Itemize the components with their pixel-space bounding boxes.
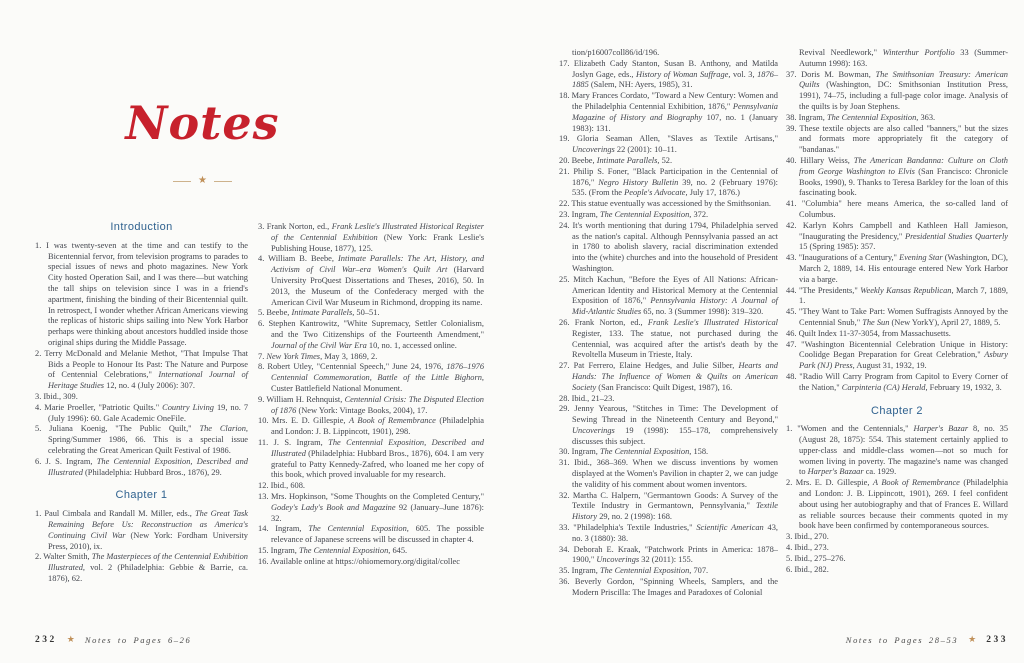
note-entry: 26. Frank Norton, ed., Frank Leslie's Illustrated Historical Register, 133. The statue, not purchased during the Centennial, was acquired after the artist's death by the Revoltella Museum in Trieste, Italy. <box>559 317 778 360</box>
left-page-column-2 <box>258 222 484 568</box>
note-entry: 4. Marie Proeller, "Patriotic Quilts." Country Living 19, no. 7 (July 1996): 60. Gale Academic OneFile. <box>35 402 249 423</box>
note-entry: 9. William H. Rehnquist, Centennial Crisis: The Disputed Election of 1876 (New York: Vintage Books, 2004), 17. <box>258 394 484 415</box>
running-footer-label: Notes to Pages 28–53 <box>845 634 959 645</box>
right-page-column-2 <box>786 48 1008 575</box>
note-entry: 5. Beebe, Intimate Parallels, 50–51. <box>258 308 380 318</box>
note-entry: 12. Ibid., 608. <box>258 481 305 491</box>
note-entry: 48. "Radio Will Carry Program from Capitol to Every Corner of the Nation," Carpinteria (CA) Herald, February 19, 1932, 3. <box>786 371 1008 392</box>
star-divider <box>95 176 310 186</box>
note-entry: 3. Ibid., 270. <box>786 532 829 542</box>
note-entry: 47. "Washington Bicentennial Celebration Unique in History: Coolidge Began Preparation for Great Celebration," Asbury Park (NJ) Press, August 31, 1932, 19. <box>786 339 1008 371</box>
note-entry: 41. "Columbia" here means America, the so-called land of Columbus. <box>786 199 1008 219</box>
note-entry: 40. Hillary Weiss, The American Bandanna: Culture on Cloth from George Washington to Elvis (San Francisco: Chronicle Books, 1990), 9. Thanks to Teresa Barkley for the loan of this fascinating book. <box>786 155 1009 198</box>
note-entry: 31. Ibid., 368–369. When we discuss inventions by women displayed at the Women's Pavilion in chapter 2, we can judge the validity of his comment about women inventors. <box>559 458 778 489</box>
note-entry: 22. This statue eventually was accessioned by the Smithsonian. <box>559 199 771 209</box>
note-entry: 42. Karlyn Kohrs Campbell and Kathleen Hall Jamieson, "Inaugurating the Presidency," Presidential Studies Quarterly 15 (Spring 1985): 357. <box>786 220 1008 252</box>
page-number: 232 <box>35 634 57 645</box>
note-entry: 1. Paul Cimbala and Randall M. Miller, eds., The Great Task Remaining Before Us: Reconstruction as America's Continuing Civil War (New York: Fordham University Press, 2010), ix. <box>35 509 249 551</box>
note-entry: 2. Walter Smith, The Masterpieces of the Centennial Exhibition Illustrated, vol. 2 (Philadelphia: Gebbie & Barrie, ca. 1876), 62. <box>35 552 248 583</box>
note-entry: 24. It's worth mentioning that during 1794, Philadelphia served as the nation's capital. Although Pennsylvania passed an act in 1780 to abolish slavery, racial discrimination extended into the (white) churches and into the household of President Washington. <box>559 220 778 273</box>
note-entry: 20. Beebe, Intimate Parallels, 52. <box>559 155 673 165</box>
note-entry: 17. Elizabeth Cady Stanton, Susan B. Anthony, and Matilda Joslyn Gage, eds., History of Woman Suffrage, vol. 3, 1876–1885 (Salem, NH: Ayers, 1985), 31. <box>559 58 778 90</box>
note-entry: 2. Mrs. E. D. Gillespie, A Book of Remembrance (Philadelphia and London: J. B. Lippincott, 1901), 269. I feel confident about using her autobiography and that of Frances E. Willard as reliable sources because their comments quoted in my book have been confirmed by contemporaneous sources. <box>786 478 1009 531</box>
note-entry: 2. Terry McDonald and Melanie Methot, "That Impulse That Bids a People to Honour Its Past: The Nature and Purpose of Centennial Celebrations," International Journal of Heritage Studies 12, no. 4 (July 2006): 307. <box>35 348 248 391</box>
note-entry: 32. Martha C. Halpern, "Germantown Goods: A Survey of the Textile Industry in Germantown, Pennsylvania," Textile History 29, no. 2 (1998): 168. <box>559 490 778 522</box>
note-entry: 27. Pat Ferrero, Elaine Hedges, and Julie Silber, Hearts and Hands: The Influence of Women & Quilts on American Society (San Francisco: Quilt Digest, 1987), 16. <box>559 361 778 392</box>
note-entry: 14. Ingram, The Centennial Exposition, 605. The possible relevance of Japanese screens will be discussed in chapter 4. <box>258 524 484 545</box>
divider-line-right <box>214 181 232 182</box>
page-number: 233 <box>986 634 1008 645</box>
note-entry: 23. Ingram, The Centennial Exposition, 372. <box>559 209 709 219</box>
note-entry: 3. Ibid., 309. <box>35 391 78 401</box>
note-entry: 37. Doris M. Bowman, The Smithsonian Treasury: American Quilts (Washington, DC: Smithsonian Institution Press, 1991), 74–75, including a full-page color image. Analysis of the quilts is by Joan Stephens. <box>786 69 1008 111</box>
star-icon: ★ <box>198 175 207 186</box>
section-heading: Introduction <box>110 221 173 233</box>
left-page-column-1 <box>35 222 248 585</box>
note-continuation: tion/p16007coll86/id/196. <box>572 48 660 57</box>
section-heading: Chapter 2 <box>871 404 923 417</box>
note-entry: 5. Juliana Koenig, "The Public Quilt," The Clarion, Spring/Summer 1986, 66. This is a special issue celebrating the Great American Quilt Festival of 1986. <box>35 424 249 455</box>
note-entry: 13. Mrs. Hopkinson, "Some Thoughts on the Completed Century," Godey's Lady's Book and Magazine 92 (January–June 1876): 32. <box>258 491 484 523</box>
note-entry: 15. Ingram, The Centennial Exposition, 645. <box>258 545 408 555</box>
note-entry: 1. I was twenty-seven at the time and can testify to the Bicentennial fervor, from television programs to parades to special issues of news and photo magazines. New York City hosted Operation Sail, and I was there—but watching the tall ships on television since I was in a friend's apartment, finishing the binding of their Bicentennial quilt. In retrospect, I wonder whether African Americans viewing the replicas of historic ships sailing into New York Harbor perhaps were thinking about ancestors huddled inside those original ships during the Middle Passage. <box>35 240 248 347</box>
note-entry: 30. Ingram, The Centennial Exposition, 158. <box>559 447 709 457</box>
note-entry: 39. These textile objects are also called "banners," but the sizes and formats more appropriately fit the category of "bandanas." <box>786 123 1008 155</box>
note-entry: 5. Ibid., 275–276. <box>786 553 846 563</box>
note-entry: 4. William B. Beebe, Intimate Parallels: The Art, History, and Activism of Civil War–era Women's Quilt Art (Harvard University ProQuest Dissertations and Theses, 2016), 50. In 2013, the Museum of the Confederacy merged with the American Civil War Museum in Richmond, dropping its name. <box>258 254 485 307</box>
note-entry: 11. J. S. Ingram, The Centennial Exposition, Described and Illustrated (Philadelphia: Hubbard Bros., 1876), 604. I am very grateful to Patty Kennedy-Zafred, who loaned me her copy of this book, which proved invaluable for my research. <box>258 437 484 480</box>
section-heading: Chapter 1 <box>115 489 168 502</box>
note-entry: 10. Mrs. E. D. Gillespie, A Book of Remembrance (Philadelphia and London: J. B. Lippincott, 1901), 298. <box>258 416 485 437</box>
note-entry: 28. Ibid., 21–23. <box>559 393 615 403</box>
note-entry: 43. "Inaugurations of a Century," Evening Star (Washington, DC), March 2, 1889, 14. His entourage entered New York Harbor via a barge. <box>786 253 1009 284</box>
note-entry: 38. Ingram, The Centennial Exposition, 363. <box>786 112 936 122</box>
note-entry: 25. Mitch Kachun, "Before the Eyes of All Nations: African-American Identity and Historical Memory at the Centennial Exposition of 1876," Pennsylvania History: A Journal of Mid-Atlantic Studies 65, no. 3 (Summer 1998): 319–320. <box>559 274 778 317</box>
note-entry: 3. Frank Norton, ed., Frank Leslie's Illustrated Historical Register of the Centennial Exhibition (New York: Frank Leslie's Publishing House, 1877), 125. <box>258 222 484 253</box>
divider-line-left <box>173 181 191 182</box>
page-title: Notes <box>125 96 280 150</box>
note-entry: 21. Philip S. Foner, "Black Participation in the Centennial of 1876," Negro History Bulletin 39, no. 2 (February 1976): 535. (From the People's Advocate, July 17, 1876.) <box>559 166 779 198</box>
right-page-footer <box>846 634 1008 645</box>
note-continuation: Revival Needlework," Winterthur Portfolio 33 (Summer-Autumn 1998): 163. <box>799 48 1008 68</box>
star-icon: ★ <box>968 634 977 644</box>
note-entry: 1. "Women and the Centennials," Harper's Bazar 8, no. 35 (August 28, 1875): 554. This statement certainly applied to upper-class and middle-class women—not so much for women living in poverty. The magazine's name was changed to Harper's Bazaar ca. 1929. <box>786 424 1009 477</box>
note-entry: 44. "The Presidents," Weekly Kansas Republican, March 7, 1889, 1. <box>786 285 1008 306</box>
note-entry: 29. Jenny Yearous, "Stitches in Time: The Development of Sewing Thread in the Nineteenth Century and Beyond," Uncoverings 19 (1998): 155–178, comprehensively discusses this subject. <box>559 404 778 446</box>
note-entry: 34. Deborah E. Kraak, "Patchwork Prints in America: 1878–1900," Uncoverings 32 (2011): 155. <box>559 544 778 565</box>
notes-title-block <box>95 96 310 186</box>
star-icon: ★ <box>66 634 75 644</box>
note-entry: 33. "Philadelphia's Textile Industries," Scientific American 43, no. 3 (1880): 38. <box>559 523 779 543</box>
left-page-footer <box>35 634 191 645</box>
note-entry: 6. J. S. Ingram, The Centennial Exposition, Described and Illustrated (Philadelphia: Hubbard Bros., 1876), 29. <box>35 456 248 477</box>
note-entry: 4. Ibid., 273. <box>786 543 829 553</box>
note-entry: 35. Ingram, The Centennial Exposition, 707. <box>559 566 709 576</box>
note-entry: 7. New York Times, May 3, 1869, 2. <box>258 351 378 361</box>
note-entry: 45. "They Want to Take Part: Women Suffragists Annoyed by the Centennial Snub," The Sun (New YorkY), April 27, 1889, 5. <box>786 307 1008 327</box>
note-entry: 46. Quilt Index 11-37-3054, from Massachusetts. <box>786 328 951 338</box>
right-page-column-1 <box>559 48 778 599</box>
note-entry: 36. Beverly Gordon, "Spinning Wheels, Samplers, and the Modern Priscilla: The Images and Paradoxes of Colonial <box>559 577 778 597</box>
note-entry: 19. Gloria Seaman Allen, "Slaves as Textile Artisans," Uncoverings 22 (2001): 10–11. <box>559 134 778 155</box>
note-entry: 18. Mary Frances Cordato, "Toward a New Century: Women and the Philadelphia Centennial Exhibition, 1876," Pennsylvania Magazine of History and Biography 107, no. 1 (January 1983): 131. <box>559 91 778 133</box>
note-entry: 6. Ibid., 282. <box>786 564 829 574</box>
note-entry: 8. Robert Utley, "Centennial Speech," June 24, 1976, 1876–1976 Centennial Commemoration, Battle of the Little Bighorn, Custer Battlefield National Monument. <box>258 362 484 393</box>
running-footer-label: Notes to Pages 6–26 <box>84 634 192 645</box>
note-entry: 6. Stephen Kantrowitz, "White Supremacy, Settler Colonialism, and the Two Citizenships of the Fourteenth Amendment," Journal of the Civil War Era 10, no. 1, accessed online. <box>258 319 484 350</box>
note-entry: 16. Available online at https://ohiomemory.org/digital/collec <box>258 556 460 566</box>
